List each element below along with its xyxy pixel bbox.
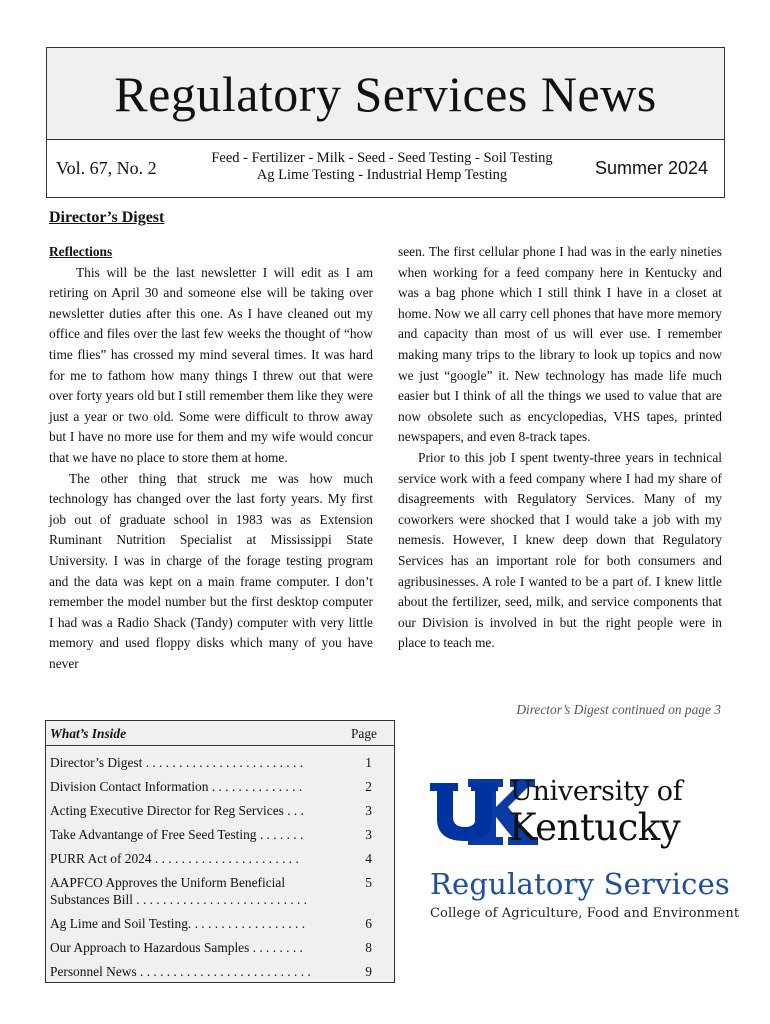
toc-item (46, 798, 394, 822)
masthead (46, 47, 725, 198)
toc-item-title: Director’s Digest . . . . . . . . . . . . . . . . . . . . . . . . (50, 755, 304, 770)
toc-item-title: PURR Act of 2024 . . . . . . . . . . . . . . . . . . . . . . (50, 851, 299, 866)
toc-item (46, 750, 394, 774)
toc-item (46, 911, 394, 935)
article-paragraph: Prior to this job I spent twenty-three years in technical service work with a feed company where I had my share of disagreements with Regulatory Services. Many of my coworkers were shocked that I would take a job with my nemesis. However, I knew deep down that Regulatory Services has an important role for both consumers and agribusinesses. A role I wanted to be a part of. I knew little about the fertilizer, seed, milk, and service components that our Division is involved in but the right people were in place to teach me. (398, 449, 722, 651)
topics-line-2: Ag Lime Testing - Industrial Hemp Testing (256, 167, 508, 183)
toc-item-title: Our Approach to Hazardous Samples . . . . . . . . (50, 940, 303, 955)
article-paragraph: The other thing that struck me was how much technology has changed over the last forty years. My first job out of graduate school in 1983 was as Extension Ruminant Nutrition Specialist at Mississippi State University. I was in charge of the forage testing program and the data was kept on a main frame computer. I don’t remember the model number but the first desktop computer I had was a Radio Shack (Tandy) computer with very little memory and used floppy disks which many of you have never (49, 470, 373, 671)
toc-item-title: Take Advantange of Free Seed Testing . . . . . . . (50, 827, 304, 842)
toc-item (46, 846, 394, 870)
toc-item-page: 5 (365, 875, 372, 890)
continued-note: Director’s Digest continued on page 3 (516, 702, 721, 717)
toc-item-title: Ag Lime and Soil Testing. . . . . . . . . . . . . . . . . . (50, 916, 306, 931)
topics-line-1: Feed - Fertilizer - Milk - Seed - Seed Testing - Soil Testing (211, 150, 553, 166)
whats-inside-label: What’s Inside (50, 726, 127, 741)
toc-item-page: 8 (365, 940, 372, 955)
article-paragraph: This will be the last newsletter I will edit as I am retiring on April 30 and someone else will be taking over newsletter duties after this one. As I have cleaned out my office and files over the last few weeks the thought of “how time flies” has crossed my mind several times. It was hard for me to fathom how many things I threw out that were over forty years old but I still remember them like they were just a year or two old. Some were difficult to throw away but I have no more use for them and my wife would concur that we have no place to store them at home. (49, 264, 373, 465)
toc-item-page: 3 (365, 827, 372, 842)
toc-item-page: 3 (365, 803, 372, 818)
toc-item-page: 2 (365, 779, 372, 794)
toc-item-page: 9 (365, 964, 372, 979)
article-paragraph: seen. The first cellular phone I had was in the early nineties when working for a feed company here in Kentucky and was a bag phone which I still think I have in a closet at home. Now we all carry cell phones that have more memory and capacity than most of us will ever use. I remember making many trips to the library to look up topics and now we just “google” it. New technology has made life much easier but I think of all the things we used to value that are now obsolete such as encyclopedias, VHS tapes, printed newspapers, and even 8-track tapes. (398, 244, 722, 445)
toc-item (46, 870, 394, 911)
toc-item-title: Personnel News . . . . . . . . . . . . . . . . . . . . . . . . . . (50, 964, 311, 979)
unit-name: Regulatory Services (430, 867, 731, 901)
toc-item-title: AAPFCO Approves the Uniform Beneficial Substances Bill . . . . . . . . . . . . . . . . . . . . . . . . . . (50, 875, 308, 907)
kentucky-wordmark: Kentucky (509, 806, 681, 849)
masthead-info-row (47, 140, 724, 197)
whats-inside-box (45, 720, 395, 983)
newsletter-title: Regulatory Services News (47, 48, 724, 140)
article-subheading: Reflections (49, 244, 113, 259)
toc-item (46, 959, 394, 983)
page-column-label: Page (350, 726, 377, 741)
topics-list (197, 150, 567, 184)
whats-inside-header (46, 721, 394, 746)
toc-item-page: 4 (365, 851, 372, 866)
volume-number: Vol. 67, No. 2 (56, 158, 157, 178)
article-column-right (398, 242, 722, 654)
issue-season: Summer 2024 (594, 158, 708, 178)
toc-item-page: 1 (365, 755, 372, 770)
university-of-wordmark: University of (510, 776, 683, 807)
college-name: College of Agriculture, Food and Environment (430, 906, 740, 921)
toc-item-title: Division Contact Information . . . . . . . . . . . . . . (50, 779, 303, 794)
toc-item-title: Acting Executive Director for Reg Services . . . (50, 803, 304, 818)
toc-item (46, 822, 394, 846)
toc-item (46, 935, 394, 959)
toc-list (46, 750, 394, 983)
toc-item (46, 774, 394, 798)
section-heading: Director’s Digest (49, 209, 165, 226)
article-column-left (49, 242, 373, 674)
toc-item-page: 6 (365, 916, 372, 931)
